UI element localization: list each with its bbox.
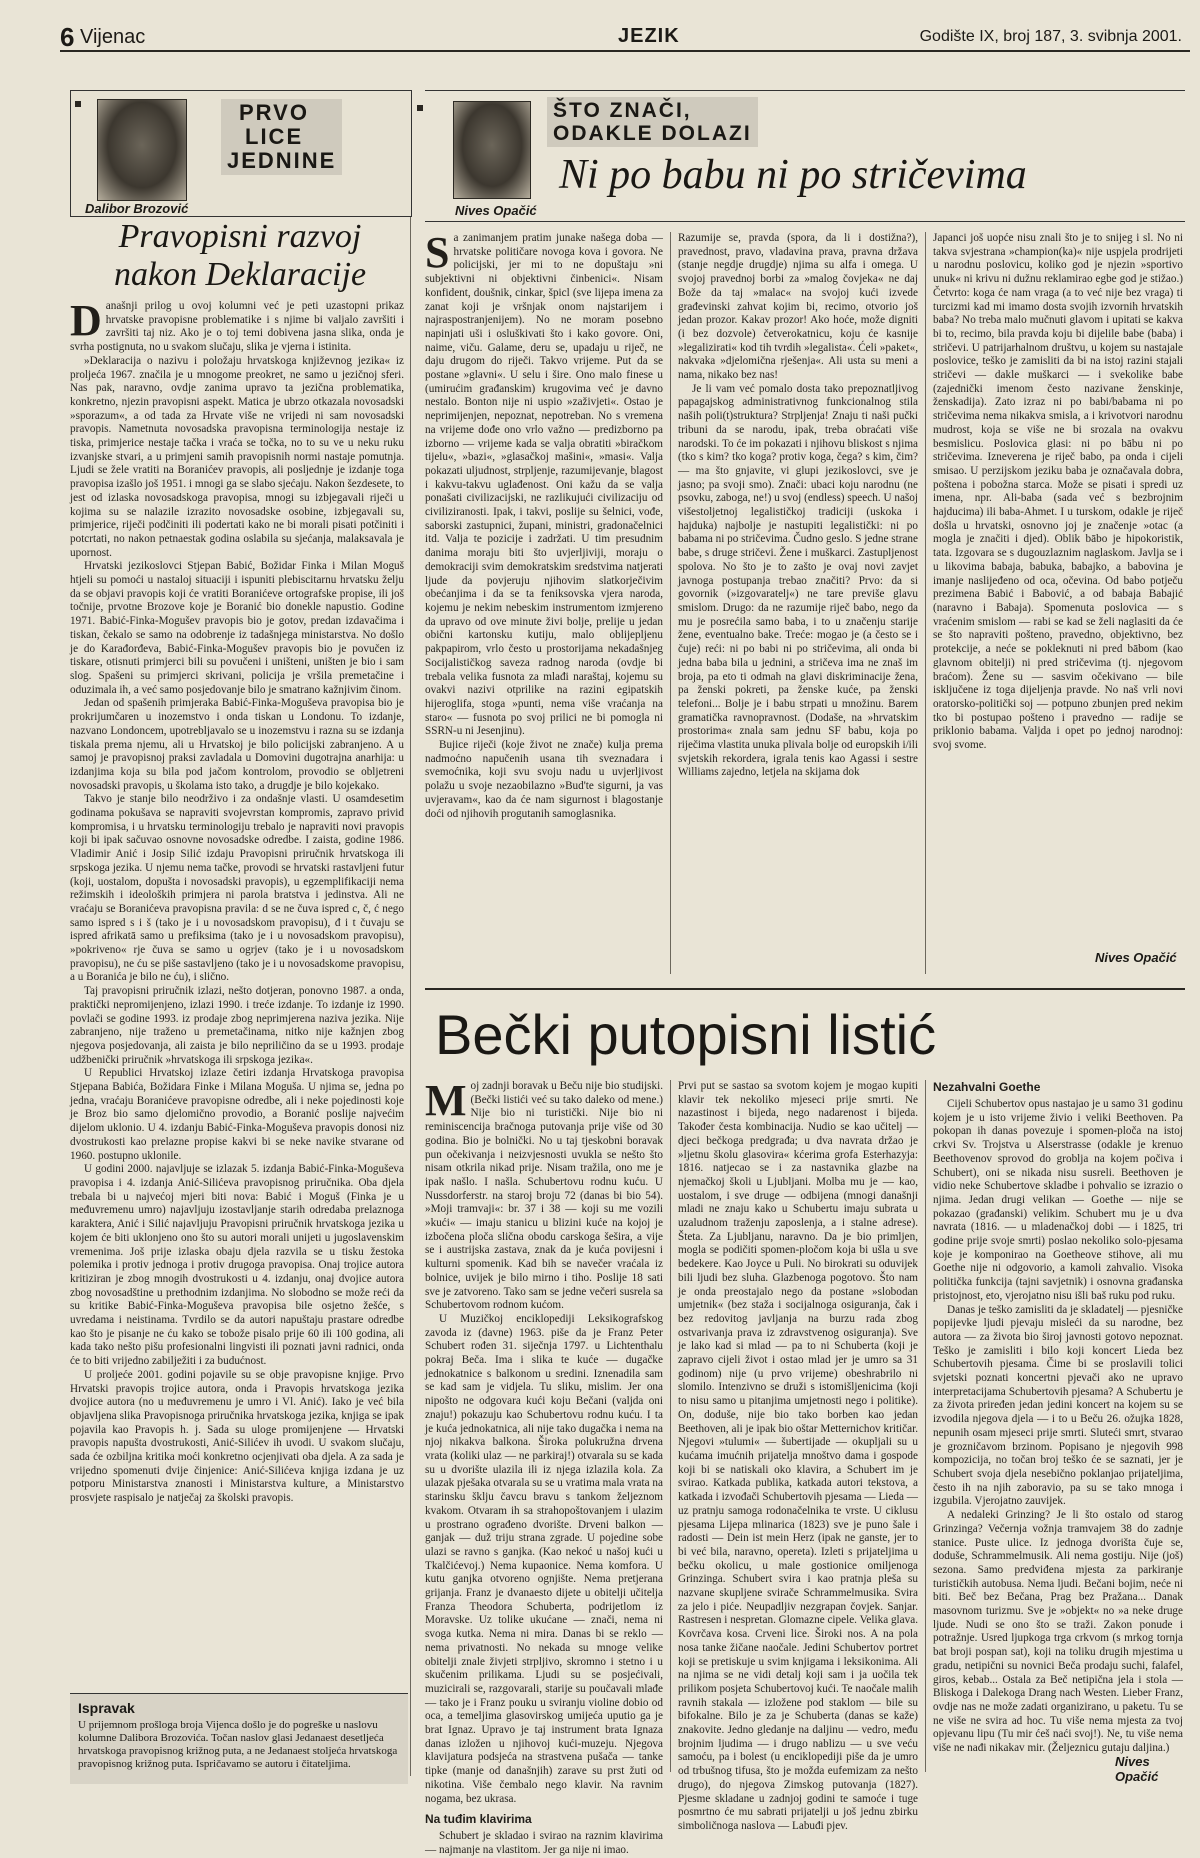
article-column-3 (933, 1080, 1183, 1755)
paragraph: a zanimanjem pratim junake našega doba — hrvatske političare novoga kova i govora. Ne policijski, jer mi to ne dopuštaju »ni subjektivni ni objektivni činbenici«. Nisam konfident, doušnik, cinkar, špicl (sve lijepa imena za zanat koji je vršnjak onom najstarijem i najraspostranjenijem). No ne moram posebno napinjati uši i osluškivati što i kako govore. Oni, naime, viču. Galame, deru se, upadaju u riječ, ne daju drugom do riječi. Takvo vrijeme. Put da se postane »glavni«. U selu i šire. Ono malo finese u (umirućim građanskim) krugovima već je davno nestalo. Bonton nije ni uspio »zaživjeti«. Ostao je neprimijenjen, nepoznat, nepotreban. No s vremena na vrijeme dođe ono vrlo važno — predizborno pa izborno — vrijeme kada se valja obratiti »biračkom tijelu«, »bazi«, »glasačkoj mašini«, »masi«. Valja pokazati uljudnost, strpljenje, razumijevanje, blagost i kakvu-takvu uglađenost. Oni kažu da se valja ponašati civilizacijski, ne razlikujući civilizaciju od civiliziranosti. Ipak, i takvi, poslije su šelnici, vođe, saborski zastupnici, župani, ministri, gradonačelnici itd. Valja te pozicije i zadržati. U tim presudnim danima moraju biti što uvjerljiviji, moraju o demokraciji svim demokratskim sredstvima natjerati ljude da povjeruju njihovim slatkorječivim obećanjima i da se ta feniksovska vjera naroda, kojemu je nekim nebeskim instrumentom izmjereno da upravo od ove minute živi bolje, prelije u jedan obični kartonsku kutiju, malo oblijepljenu pakpapirom, vrlo često u prostorijama nekadašnjeg Socijalističkog saveza radnog naroda (ovdje bi trebala velika fusnota za mlađi naraštaj, kojemu su ovakvi nazivi otprilike na razini egipatskih hijeroglifa, stoga »punti, nema više vraćanja na staro« — fusnota po svoj prilici ne bi pomogla ni SSRN-u ni Jesenjinu). (425, 232, 663, 738)
right-top-article (425, 90, 1185, 985)
headline-line: Pravopisni razvoj (118, 218, 362, 255)
page-header (60, 22, 1190, 52)
rubric-line: PRVO (239, 100, 309, 125)
column-rule (670, 232, 671, 974)
column-rule (925, 232, 926, 974)
left-column-article (70, 90, 411, 1776)
article-column-1 (425, 1076, 663, 1856)
drop-cap: S (425, 228, 450, 277)
paragraph: Schubert je skladao i svirao na raznim klavirima — najmanje na vlastitom. Jer ga nije ni imao. (425, 1830, 663, 1856)
paragraph: U proljeće 2001. godini pojavile su se obje pravopisne knjige. Prvo Hrvatski pravopis trojice autora, onda i Pravopis hrvatskoga jezika dvojice autora (no u međuvremenu je umro i Vl. Anić). Iako je već bila objavljena slika Pravopisnoga priručnika hrvatskoga jezika, knjiga se ipak pojavila kao Pravopis h. j. Sada su uloge promijenjene — Hrvatski pravopis napušta dvostrukosti, Anić-Silićev ih uvodi. U svakom slučaju, sada će ozbiljna kritika moći konkretno ocjenjivati oba djela. A za sada je vrijedno spomenuti dvije činjenice: Anić-Silićeva knjiga izdana je uz potporu Ministarstva znanosti i Ministarstva kulture, a Ministarstvo prosvjete raspisalo je natječaj za školski pravopis. (70, 1368, 404, 1505)
author-byline: Nives Opačić (455, 203, 537, 218)
article-headline (70, 218, 410, 294)
paragraph: »Deklaracija o nazivu i položaju hrvatskoga književnog jezika« iz proljeća 1967. značila je u mnogome preokret, ne samo u jezičnoj sferi. Nas pak, naravno, ovdje zanima upravo ta jezična problematika, konkretno, njezin pravopisni aspekt. Matica je ubrzo otkazala novosadski »sporazum«, a od tada za Hrvate više ne vrijedi ni sam novosadski pravopis. Nametnuta novosadska pravopisna terminologija nestaje iz tiska, primjerice nestaje tačka i vraća se točka, no to su ve u neku ruku izvanjske stvari, a u primjeni samih pravopisnih normi nastaje pomutnja. Ljudi se žele vratiti na Boranićev pravopis, ali posljednje je izdanje toga pravopisa izašlo još 1951. i mnogi ga se slabo sjećaju. Nakon šezdesete, to jest od izlaska novosadskoga pravopisa, mnogi su izbjegavali riječi u kojima su se nalazile izrazito novosadske osobine, izbjegavali su, primjerice, riječi podčiniti ili podertati kako ne bi morali pisati potčiniti i potcrtati, no nakon petnaestak godina oslabila su sjećanja, malaksavala je upornost. (70, 354, 404, 559)
paragraph: Takvo je stanje bilo neodrživo i za ondašnje vlasti. U osamdesetim godinama pokušava se napraviti svojevrstan kompromis, zapravo privid kompromisa, i u hrvatsku terminologiju trebalo je napraviti novi pravopis koji bi ipak sačuvao osnovne novosadske odredbe. I zaista, godine 1986. Vladimir Anić i Josip Silić izdaju Pravopisni priručnik hrvatskoga ili srpskoga jezika. U njemu nema tačke, provodi se hrvatski rastavljeni futur (koji, uostalom, dopušta i novosadski pravopis), u egzemplifikaciji nema režimskih i ideoloških primjera ni parola bratstva i jedinstva. Ali ne vraćaju se Boranićeva pravopisna pravila: d se ne čuva ispred c, č, ć nego samo ispred s i š (tako je i u novosadskom pravopisu), đ i t čuvaju se ispred afrikatā samo u prefiksima (tako je i u novosadskom pravopisu), »pokriveno« rje čuva se samo u ogrjev (tako je i u novosadskom pravopisu), ne ću se piše sastavljeno (tako je i u novosadskome pravopisu, a u Boranića je bilo ne ću), i slično. (70, 793, 404, 984)
rubric-line: LICE (245, 124, 304, 149)
page-number: 6 (60, 22, 75, 52)
paragraph: oj zadnji boravak u Beču nije bio studijski. (Bečki listići već su tako daleko od mene.) Nije bio ni turistički. Nije bio ni reminiscencija bračnoga putovanja prije više od 30 godina. Bio je bolnički. No u taj tjeskobni boravak pun očekivanja i neizvjesnosti uvukla se nešto što nisam otkrila nikad prije. Nisam tražila, ono me je ipak našlo. I našla. Schubertovu rodnu kuću. U Nussdorferstr. na staroj broju 72 (danas bi bio 54). »Moji tramvaji«: br. 37 i 38 — koji su me vozili »kući« — imaju stanicu u blizini kuće na kojoj je izbočena ploča slična obodu carskoga šešira, a vije se i austrijska zastava, znak da je kuća povijesni i kulturni spomenik. Kad bih se navečer vraćala iz bolnice, uvijek je bilo mirno i tiho. Poslije 18 sati sve je zatvoreno. Tako sam se jedne večeri susrela sa Schubertovom rodnom kućom. (425, 1080, 663, 1312)
paragraph: Cijeli Schubertov opus nastajao je u samo 31 godinu kojem je u isto vrijeme živio i veliki Beethoven. Pa pokopan ih danas povezuje i spomen-ploča na istoj crkvi Sv. Trojstva u Alserstrasse (odakle je krenuo Beethovenov sprovod do groblja na kojem počiva i Schubert), oni se nikada nisu susreli. Beethoven je vidio neke Schubertove skladbe i pohvalio se izrazio o njima. Jedan drugi velikan — Goethe — nije se pokazao (građanski) velikim. Schubert mu je u dva navrata (1816. — u mladenačkoj dobi — i 1825, tri godine prije svoje smrti) poslao nekoliko solo-pjesama koje je komponirao na Goetheove stihove, ali mu Goethe nije ni odgovorio, a kamoli zahvalio. Visoka politička funkcija (tajni savjetnik) i osnovna građanska pristojnost, eto, vjerojatno nisu išli baš ruku pod ruku. (933, 1098, 1183, 1302)
correction-box (70, 1693, 408, 1784)
section-divider (425, 988, 1185, 990)
paragraph: Prvi put se sastao sa svotom kojem je mogao kupiti klavir tek nekoliko mjeseci prije smrti. Ne nazastinost i bijeda, nego nadarenost i bijeda. Također česta kombinacija. Nudio se kao učitelj — djeci bečkoga predgrađa; u dva navrata držao je »ljetnu školu glasovira« kćerima grofa Esterhazyja: 1816. natjecao se i za nastavnika glazbe na njemačkoj školi u Ljubljani. Molba mu je — kao, uostalom, i sve druge — odbijena (mnogi današnji mladi ne znaju kako u Schubertu imaju subrata u uzaludnom traženju zaposlenja, a i stalne adrese). Šteta. Za Ljubljanu, naravno. Da je bio primljen, mogla se podičiti spomen-pločom koja bi ušla u sve bedekere. Kao Joyce u Puli. No birokrati su oduvijek bili ljudi bez sluha. Glazbenoga pogotovo. Što nam je onda preostajalo nego da postane »slobodan umjetnik« (bez staža i socijalnoga osiguranja, čak i bez redovitog javljanja na burzu rada zbog ostvarivanja prava iz zdravstvenog osiguranja). Sve je lako kad si mlad — pa to ni Schuberta (koji je zapravo cijeli život i ostao mlad jer je umro sa 31 godinom) nije (u prvo vrijeme) obeshrabrilo ni slomilo. Intenzivno se druži s istomišljenicima (koji to nisu samo u pitanjima umjetnosti nego i politike). On, doduše, nije bio tako borben kao jedan Beethoven, ali je ipak bio oštar Metternichov kritičar. Njegovi »tulumi« — šubertijade — okupljali su u kućama imućnih prijatelja mnoštvo dama i gospode koji bi se natiskali oko klavira, a Schubert im je svirao. Katkada publika, katkada autori tekstova, a katkada i izvođači Schubertovih pjesama — Lieda — uz pratnju samoga rodonačelnika te vrste. U ciklusu pjesama Lijepa mlinarica (1823) sve je puno šale i radosti — Dein ist mein Herz (ipak ne ganste, jer to bi već bila, naravno, opereta). Izleti s prijateljima u bečku okolicu, u male gostionice omiljenoga Grinzinga. Schubert svira i kao pratnja pleša su nazvane skupljene svirače Schrammelmusika. Svira za jelo i piće. Neupadljiv nezgrapan čovjek. Sanjar. Rastresen i nespretan. Glomazne cipele. Velika glava. Kovrčava kosa. Crveni lice. Široki nos. A na pola nosa tanke žičane naočale. Jedini Schubertov portret koji se pretiskuje u svim knjigama i leksikonima. Ali na njima se ne vidi detalj koji sam i ja uočila tek prilikom posjeta Schubertovoj kući. Te naočale malih ravnih stakala — izložene pod staklom — bile su bifokalne. Bilo je za je Schuberta (danas se kaže) znakovite. Jedno gledanje na daljinu — vedro, među brojnim ljudima — i drugo nablizu — u sve veću samoću, pa i bolest (u enciklopediji piše da je umro od trbušnog tifusa, što je možda eufemizam za nešto drugo), do njegova Zimskog putovanja (1827). Pjesme skladane u zadnjoj godini te samoće i tuge posmrtno će mu sabrati prijatelji u još jednu zbirku simboličnoga naslova — Labuđi pjev. (678, 1080, 918, 1832)
corner-mark (417, 105, 423, 111)
article-column-2 (678, 232, 918, 974)
rubric-box (70, 90, 412, 217)
paragraph: Razumije se, pravda (spora, da li i dostižna?), pravednost, pravo, vladavina prava, pravna država (stanje negdje drugdje) njima su alfa i omega. U svojoj pravednoj borbi za »malog čovjeka« ne daj Bože da taj »malac« na svojoj kući izvede građevinski zahvat kojim bi, recimo, otvorio još jedan prozor. Kakav prozor! Ako hoće, može digniti (i bez dozvole) četverokatnicu, koju će kasnije »legalizirati« kod tih tvrdih »legalista«. Ćeli »paket«, nakvaka »djelomična rješenja«. Ali usta su meni a nama, nikako bez nas! (678, 232, 918, 382)
paragraph: Bujice riječi (koje život ne znače) kulja prema nadmoćno napučenih usana tih sveznadara i svemoćnika, koji svu svoju nadu u uvjerljivost polažu u svoje nezaobilazno »Bud'te sigurni, ja vas uvjeravam«, kao da će nam sigurnost i blagostanje doći od njihovih progutanih samoglasnika. (425, 739, 663, 820)
paragraph: Je li vam već pomalo dosta tako prepoznatljivog papagajskog administrativnog funkcionalnog stila naših poli(t)struktura? Strpljenja! Znaju ti naši pučki tribuni da se narodu, ipak, treba obraćati više narodski. To će im pokazati i njihovu bliskost s njima (tko s kim? tko koga? protiv koga, čega? s kim, čim? — ma što gnjavite, vi glupi jezikoslovci, sve je jasno; pa svoji smo). Znači: ubaci koju narodnu (ne psovku, zaboga, ne!) u svoj (endless) speech. U našoj višestoljetnoj legalističkoj tradiciji (uskoka i hajduka) najbolje je nastupiti legalistički: ni po babama ni po stričevima. Čudno geslo. S jedne strane babe, s druge stričevi. Žene i muškarci. Zastupljenost spolova. No što je to zašto je ovaj novi zavjet javnoga postupanja trebao značiti? Prvo: da si govornik (»izgovaratelj«) ne tare previše glavu smislom. Drugo: da ne razumije riječ babo, nego da mu je posrećila samo baba, i to u značenju starije žene, eventualno bake. Treće: mogao je (a često se i čuje) reći: ni po babi ni po stričevima, ali onda bi jedna baba bila u jednini, a stričeva ima ne znaš im broja, pa eto ti odmah na glavi diskriminacije žena, pa ženski pokreti, pa ženske kuće, pa ženski telefoni... Bolje je i babu strpati u množinu. Barem gramatička ravnopravnost. (Dodaše, na »hrvatskim prostorima« znala sam jednu SF babu, koja po riječima vlastita unuka plivala bolje od europskih i/ili svjetskih rekordera, igrala tenis kao Agassi i sestre Williams zajedno, letjela na skijama dok (678, 382, 918, 779)
subheading: Nezahvalni Goethe (933, 1080, 1041, 1094)
drop-cap: M (425, 1076, 467, 1125)
corner-mark (75, 101, 81, 107)
article-column-3 (933, 232, 1183, 938)
article-headline: Bečki putopisni listić (435, 1003, 937, 1066)
article-signature: Nives Opačić (1095, 950, 1177, 965)
column-rule (670, 1080, 671, 1772)
rubric-line: JEDNINE (227, 148, 337, 173)
column-rule (925, 1080, 926, 1772)
author-byline: Dalibor Brozović (85, 201, 189, 216)
article-body (70, 296, 404, 1686)
paragraph: U Muzičkoj enciklopediji Leksikografskog zavoda iz (davne) 1963. piše da je Franz Peter Schubert rođen 31. siječnja 1797. u Lichtenthalu pokraj Beča. Ima i slika te kuće — dugačke jednokatnice s balkonom u sredini. Iznenadila sam se kad sam je vidjela. Tu sliku, mislim. Jer ona nipošto ne odgovara kući koju Bečani (valjda oni znaju!) pokazuju kao Schubertovu rodnu kuću. I ta je kuća jednokatnica, ali nije tako dugačka i nema na njoj nikakva balkona. Široka polukružna drvena vrata (koliki ulaz — ne parkiraj!) otvarala su se kada su u dvorište ulazila ili iz njega izlazila kola. Za ulazak pješaka otvarala su se u vratima mala vrata na starinsku šklju čavcu bravu s tankom željeznom kvakom. Otvaram ih sa strahopoštovanjem i ulazim u prostrano ograđeno dvorište. Drveni balkon — ganjak — duž triju strana zgrade. U pojedine sobe ulazi se ravno s ganjka. (Kao nekoć u našoj kući u Tkalčićevoj.) Nema kupaonice. Nema komfora. U kutu ganjka otvoreno ognjište. Nema pretjerana grijanja. Franz je dvanaesto dijete u obitelji učitelja Franza Theodora Schuberta, podrijetlom iz Moravske. Uz tolike ukućane — znači, nema ni svoga kutka. Nema ni mira. Danas bi se reklo — nema privatnosti. No nekada su mnoge velike obitelji znale živjeti strpljivo, skromno i stetno i u skučenim prilikama. Ljudi su se posjećivali, muzicirali se, razgovarali, starije su poučavali mlađe — tako je i Franz pouku u sviranju violine dobio od oca, a temeljima glasovirskog umijeća uputio ga je brat Ignaz. Upravo je taj instrument brata Ignaza danas izložen u njihovoj kući-muzeju. Njegova klavijatura podsjeća na strastvena pušača — tanke tipke (manje od današnjih) zarave su prst žuti od nikotina. Više čembalo nego klavir. Na ravnim nogama, bez ukrasa. (425, 1312, 663, 1805)
paragraph: Hrvatski jezikoslovci Stjepan Babić, Božidar Finka i Milan Moguš htjeli su pomoći u nastaloj situaciji i ispuniti plebiscitarnu hrvatsku želju da se objavi pravopis koji će vratiti Boranićeve ortografske propise, ili još točnije, prvotne Brozove koje je Boranić bio donekle napustio. Godine 1971. Babić-Finka-Mogušev pravopis bio je gotov, predan izdavačima i tiskan, čekalo se samo na odobrenje iz tadašnjega ministarstva. No došlo je do Karađorđeva, Babić-Finka-Mogušev pravopis bio je povučen iz tiskare, otisnuti primjerci bili su povučeni i uništeni, uništen je bio i sam slog. Spašeni su primjerci skrivani, policija je vršila premetačine i oduzimala ih, a već samo posjedovanje bilo je smatrano kažnjivim činom. (70, 560, 404, 696)
rubric-line: ODAKLE DOLAZI (553, 122, 752, 145)
paragraph: U Republici Hrvatskoj izlaze četiri izdanja Hrvatskoga pravopisa Stjepana Babića, Božidara Finke i Milana Moguša. U njima se, jedna po jedna, vraćaju Boranićeve pravopisne odredbe, ali i neke pojedinosti koje je Broz bio samo djelomično provodio, a Boranić poslije najvećim dijelom uklonio. U 4. izdanju Babić-Finka-Moguševa pravopis donosi niz dvostrukosti kao prelazne propise kakvi bi se neke navike stvarane od 1960. postupno uklonile. (70, 1067, 404, 1162)
paragraph: A nedaleki Grinzing? Je li što ostalo od starog Grinzinga? Večernja vožnja tramvajem 38 do zadnje stanice. Puste ulice. Iz jednoga dvorišta čuje se, doduše, Schrammelmusik. Ali nema gostiju. Nije (još) sezona. Samo predviđena mjesta za parkiranje turističkih autobusa. Nema ljudi. Bečani bojim, neće ni biti. Beč bez Bečana, Prag bez Pražana... Danak masovnom turizmu. Sve je »objekt« no »a neke druge ljude. Nudi se ono što se traži. Zakon ponude i potražnje. Usred ljupkoga trga crkvom (s mrkog tornja bat broji pospan sat), koji na toliku drugih mjestima u gradu, netipični su novnici Beča prodaju suchi, falafel, giros, kebab... Ostala za Beč netipična jela i stola — Bliskoga i Dalekoga Drang nach Westen. Lieber Franz, ovdje nas ne može zadati organizirano, u paketu. Tu se ne više ne svira ad hoc. Tu više nema mjesta za tvoj opjevanu lipu (Tu mir ćeš naći svoj!). Ne, tu više nema više ne nađi nikakav mir. (Željeznicu gutaju daljina.) (933, 1509, 1183, 1755)
drop-cap: D (70, 296, 102, 345)
author-photo (97, 99, 187, 201)
magazine-name: Vijenac (80, 26, 146, 48)
article-column-1 (425, 228, 663, 974)
article-column-2 (678, 1080, 918, 1832)
headline-line: nakon Deklaracije (113, 256, 367, 293)
paragraph: Japanci još uopće nisu znali što je to snijeg i sl. No ni takva svjestrana »champion(ka)« nije uspjela prodrijeti u narodnu poslovicu, koliko god je njezin »sportivo unuk« ni krivu ni dužnu reklamirao egbe god je stižao.) Četvrto: koga će nam vraga (a to već nije bez vraga) ti turcizmi kad mi imamo dosta svojih izvornih hrvatskih baba? No treba malo mučnuti glavom i upitati se kakva bi to, recimo, bila pravda koju bi dijelile babe (baba) i stričevi. U patrijarhalnom društvu, u kojem su nastajale poslovice, teško je zamisliti da bi na istoj razini stajali stričevi — dakle muškarci — i svekolike babe (zajednički imenom često nazivane ženskinje, ženskadija). Zato izraz ni po babi/babama ni po stričevima nema nikakva smisla, a i krivotvori narodnu mudrost, koja se više ne bi srozala na ovakvu besmislicu. Poslovica glasi: ni po bābu ni po stričevima. Izneverena je riječ babo, pa onda i cijeli smisao. U perzijskom jeziku baba je označavala dobra, poštena i pobožna starca. Može se pisati i spredi uz imena, npr. Ali-baba (sada već s bezbrojnim hajducima) ili baba-Ahmet. I u turskom, odakle je riječ došla u hrvatski, osnovno joj je značenje »otac (a mogla je značiti i djed). Oblik bābo je hipokoristik, tata. Izgovara se s dugouzlaznim naglaskom. Javlja se i u likovima babaja, babuka, babajko, a babovina je imanje naslijeđeno od oca, očevina. Od babo potječu prezimena Babić i Babović, a od babaja Babajić (naravno i Babaja). Spomenuta poslovica — s vraćenim smislom — rabi se kad se želi naglasiti da će se što napraviti pošteno, pravedno, objektivno, bez protekcije, a neće se pokleknuti ni pred bābom (kao glavnom obitelji) ni pred stričevima (tj. njegovom braćom). Žene su — sasvim očekivano — bile isključene iz toga dijeljenja pravde. No naš vrli novi oratorsko-politički soj — potpuno zbunjen pred nekim tko bi postupao pošteno i pravedno — radije se priklonio babama. Valjda i opet po jednoj narodnoj: svoj svome. (933, 232, 1183, 752)
rubric-title (221, 99, 342, 175)
section-name: JEZIK (618, 25, 680, 47)
author-photo (453, 101, 531, 199)
right-bottom-article (425, 992, 1185, 1856)
paragraph: anašnji prilog u ovoj kolumni već je peti uzastopni prikaz hrvatske pravopisne problematike i s njime bi valjalo završiti i završiti taj niz. Ako je o toj temi dobivena jasna slika, onda je svrha postignuta, no u svakom slučaju, slika je vjerna i istinita. (70, 300, 404, 354)
article-headline: Ni po babu ni po stričevima (559, 152, 1027, 198)
paragraph: Jedan od spašenih primjeraka Babić-Finka-Moguševa pravopisa bio je prokrijumčaren u inozemstvo i onda tiskan u Londonu. To izdanje, nazvano Londoncem, upotrebljavalo se u inozemstvu i razna su se izdanja tiskala prema njemu, ali u Hrvatskoj je bilo policijski zabranjeno. A u samoj je pravopisnoj praksi zavladala u Domovini dugotrajna anarhija: u izdanjima koja su bila pod jačom kontrolom, provodio se obljetreni novosadski pravopis, u školama isto tako, a drugdje je bilo kojekako. (70, 697, 404, 792)
paragraph: U godini 2000. najavljuje se izlazak 5. izdanja Babić-Finka-Moguševa pravopisa i 4. izdanja Anić-Silićeva pravopisnog priručnika. Oba djela trebala bi u najvećoj mjeri biti nova: Babić i Moguš (Finka je u međuvremenu umro) najavljuju izostavljanje starih odredaba prelaznoga karaktera, Anić i Silić najavljuju Pravopisni priručnik hrvatskoga jezika u kojem će biti uklonjeno ono što su autori morali unijeti u jugoslavenskim vremenima. Još prije izlaska obaju djela razvila se u tisku žestoka polemika i protiv jednoga i protiv drugoga pravopisa. Onaj trojice autora kritiziran je zbog mnogih dvostrukosti u 4. izdanju, onaj dvojice autora zbog novosadštine u prethodnim izdanjima. No slobodno se može reći da su kritike Babić-Finka-Moguševa pravopisa bile osjetno žešće, s uvredama i neistinama. Tvrdilo se da autori napuštaju prastare odredbe kao što je pisanje ne ću kako se tobože pisalo prije 60 ili 100 godina, ali kada tako nešto pišu profesionalni lingvisti ili poznati javni radnici, onda će to biti vrijedno zabilježiti i za budućnost. (70, 1163, 404, 1368)
paragraph: Danas je teško zamisliti da je skladatelj — pjesničke popijevke ljudi pjevaju misleći da su narodne, bez autora — za života bio široj javnosti gotovo nepoznat. Teško je zamisliti i bilo koji koncert Lieda bez Schubertovih pjesama. Čime bi se proslavili tolici svjetski poznati koncertni pjevači ako ne upravo interpretacijama Schubertovih pjesama? A Schubertu je za života priređen jedan jedini koncert na kojem su se izvodila njegova djela — i to u Beču 26. ožujka 1828, nepunih osam mjeseci prije smrti. Sluteći smrt, stvarao je grozničavom brzinom. Popisano je njegovih 998 kompozicija, no točan broj teško će se saznati, jer je Schubert svoja djela nesebično poklanjao prijateljima, često ih na njih zaboravio, pa su se tako mnoga i izgubila. Vjerojatno zauvijek. (933, 1303, 1183, 1508)
correction-title: Ispravak (78, 1700, 135, 1716)
rubric-line: ŠTO ZNAČI, (553, 99, 692, 122)
paragraph: Taj pravopisni priručnik izlazi, nešto dotjeran, ponovno 1987. a onda, praktički nepromijenjeno, izlazi 1990. i treće izdanje. To izdanje iz 1990. povlači se godine 1993. iz prodaje zbog neprimjerena naziva jezika. Nije zabranjeno, nije traženo u premetačinama, nitko nije kažnjen zbog njegova posjedovanja, ali zaista je bilo nepriličino da se u 1993. prodaje udžbenički priručnik »hrvatskoga ili srpskoga jezika«. (70, 985, 404, 1066)
issue-info: Godište IX, broj 187, 3. svibnja 2001. (919, 28, 1182, 45)
rubric-title (547, 97, 758, 147)
correction-text: U prijemnom prošloga broja Vijenca došlo je do pogreške u naslovu kolumne Dalibora Brozovića. Točan naslov glasi Jedanaest desetljeća hrvatskoga pravopisnog križnog puta, a ne Jedanaest stoljeća hrvatskoga pravopisnog križnog puta. Ispričavamo se autoru i čitateljima. (78, 1719, 398, 1770)
rubric-box (425, 90, 1185, 222)
article-signature: Nives Opačić (1115, 1754, 1159, 1784)
subheading: Na tuđim klavirima (425, 1812, 532, 1827)
